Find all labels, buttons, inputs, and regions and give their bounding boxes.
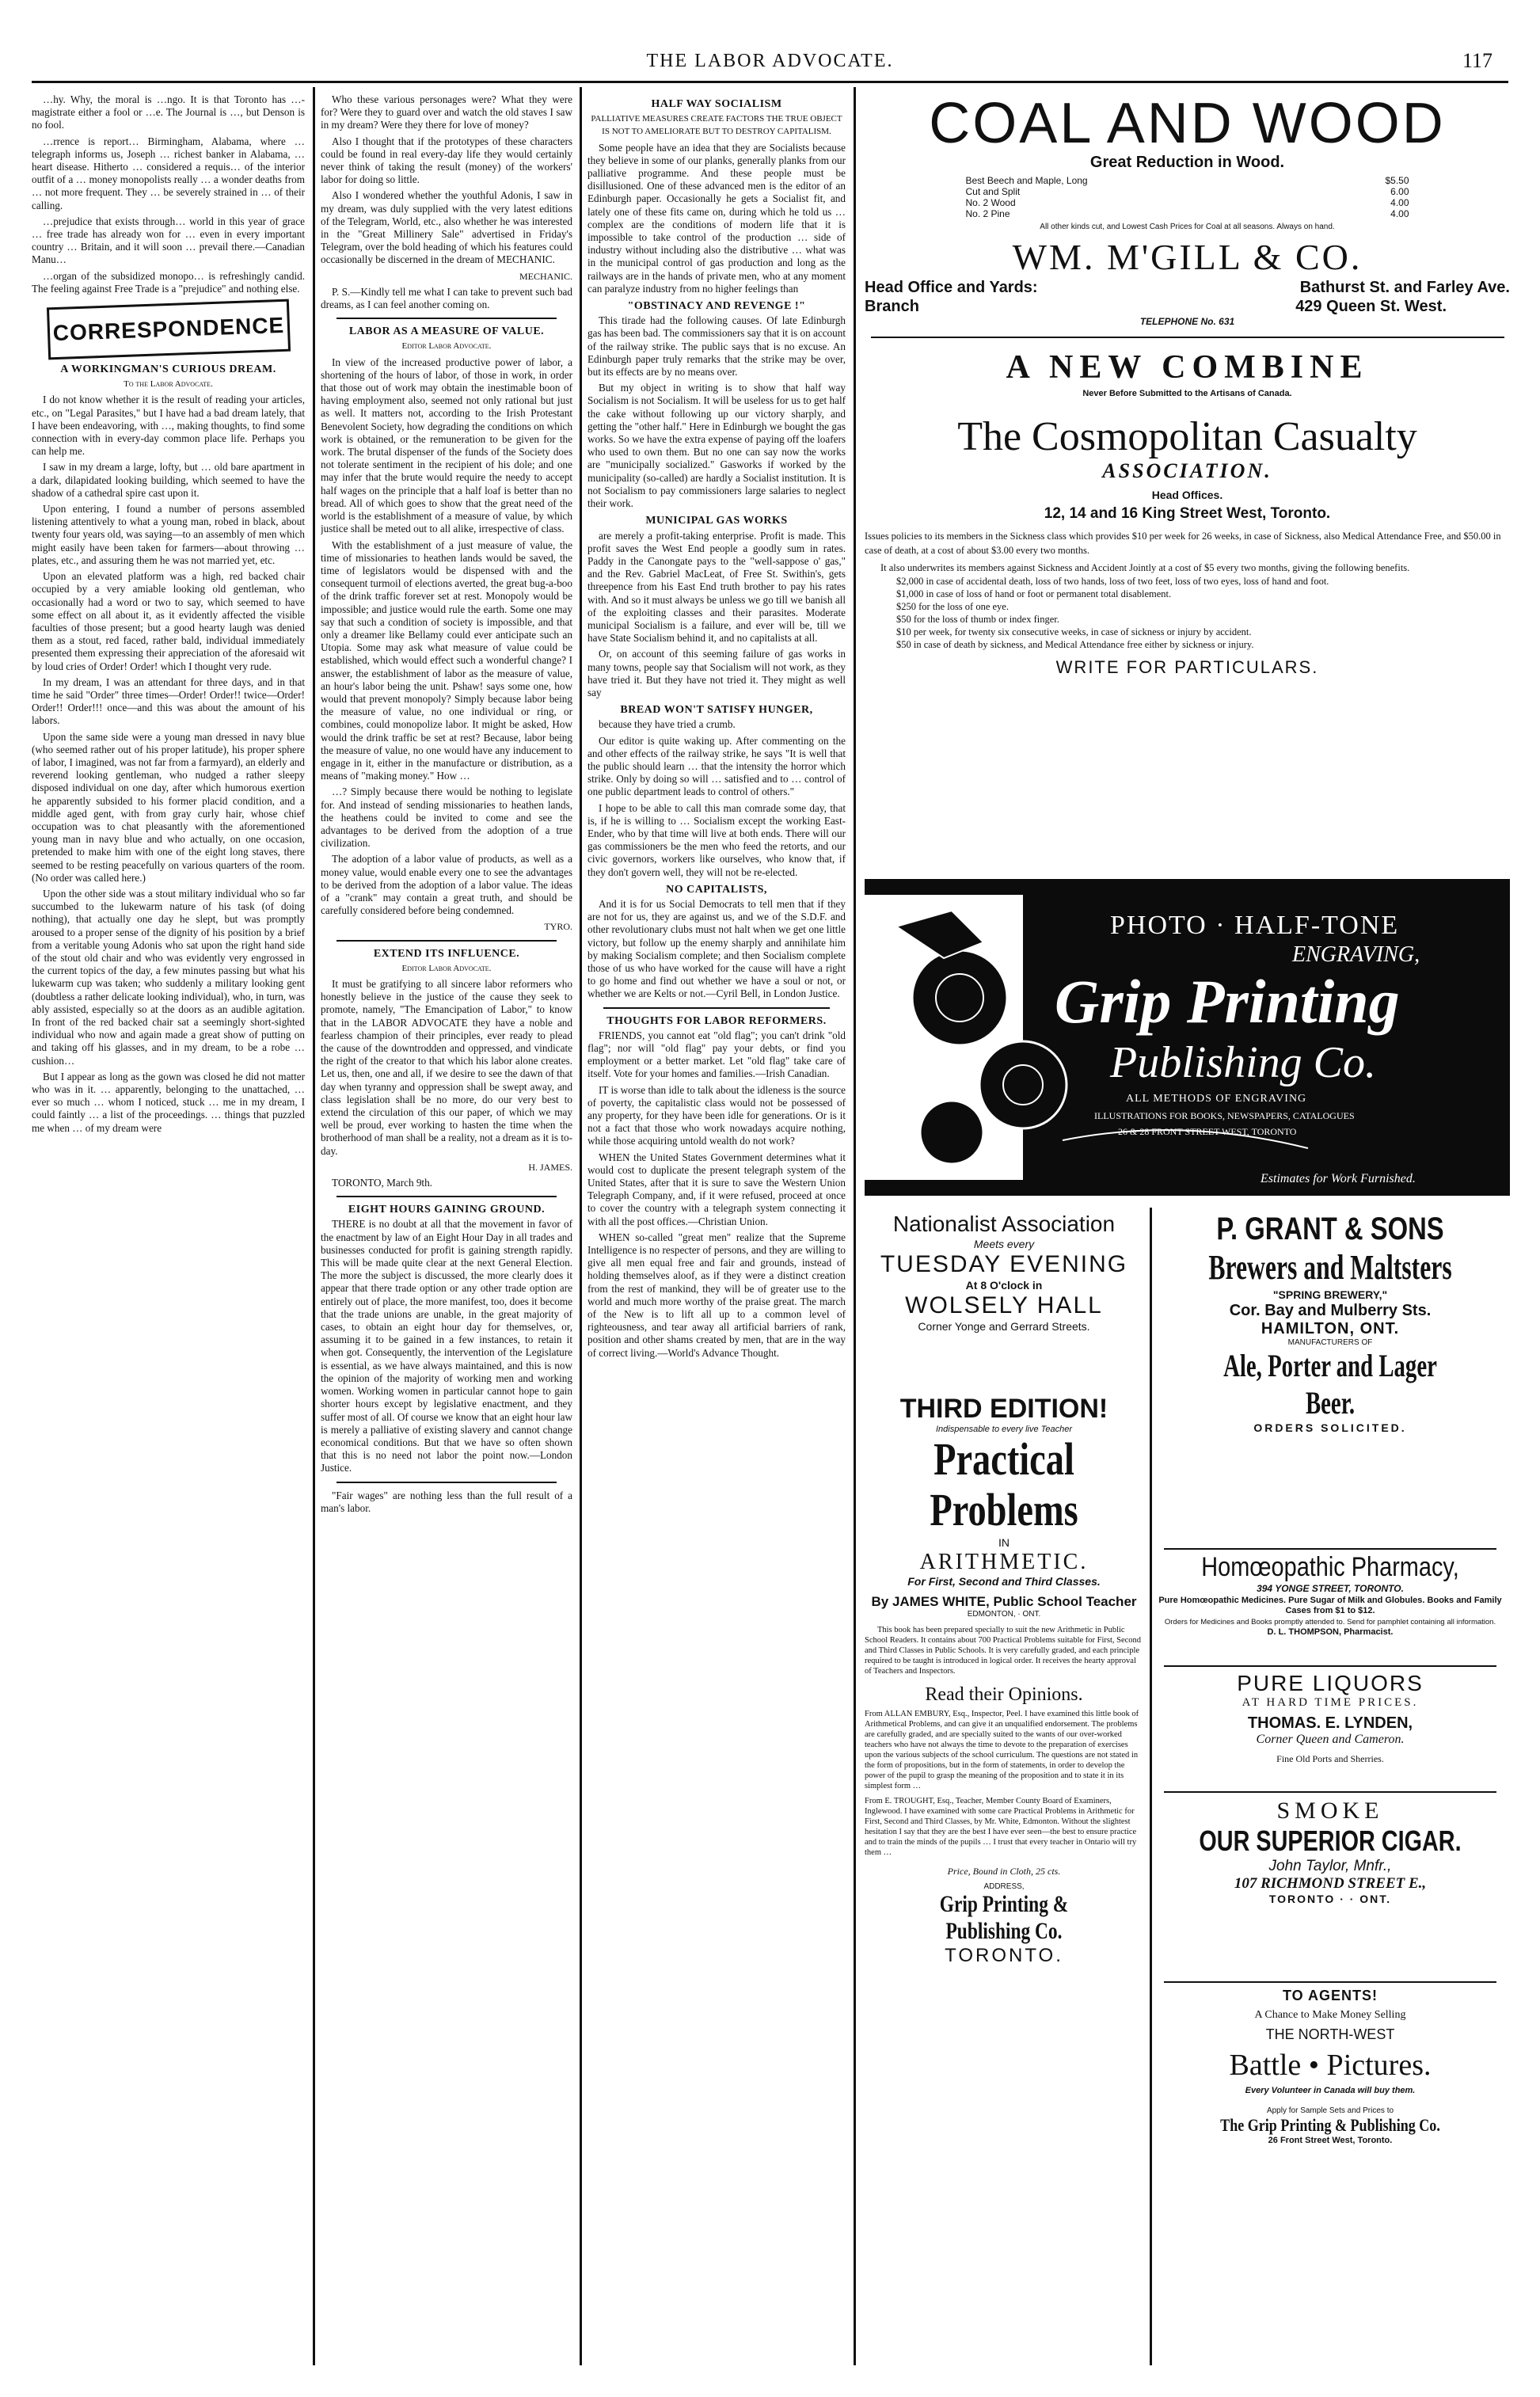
paragraph: WHEN the United States Government determines what it would cost to duplicate the present telegraph system of the United States, after that it is sure to save the Western Union Telegraph Company, and, if it were refused, proceed at once to cover the country with a telegraph system connecting it with all the post offices.—Christian Union. [587, 1151, 846, 1227]
ad-line: ADDRESS, [983, 1882, 1025, 1891]
ad-line: Meets every [973, 1238, 1035, 1250]
divider [337, 1196, 557, 1197]
divider [1164, 1791, 1496, 1793]
paragraph: In my dream, I was an attendant for three days, and in that time he said "Order" three times—Order! Order!! twice—Order! Order!! Order!!! once—and this was about the amount of his labors. [32, 675, 305, 727]
article-title: EXTEND ITS INFLUENCE. [373, 947, 520, 960]
benefit-item: $2,000 in case of accidental death, loss of two hands, loss of two feet, loss of two eyes, loss of hand and foot. [896, 576, 1329, 587]
ad-line: Every Volunteer in Canada will buy them. [1245, 2086, 1416, 2095]
ad-title: A NEW COMBINE [1006, 349, 1369, 386]
ad-line: John Taylor, Mnfr., [1268, 1858, 1392, 1874]
practical-problems-ad [865, 1394, 1143, 1967]
book-title: Practical Problems [930, 1433, 1078, 1535]
paragraph: Who these various personages were? What they were for? Were they to guard over and watch the old staves I saw in my dream? Were they there for love of money? [321, 93, 572, 131]
agents-ad [1156, 1988, 1504, 2145]
paragraph: THERE is no doubt at all that the movement in favor of the enactment by law of an Eight Hour Day in all trades and businesses conducted for profit is gaining strength rapidly. This will be made quite clear at the next General Election. The more the subject is discussed, the more clearly does it appear that there trade option or any other trade option are entirely out of place, the more manifest, too, does it become that the trade unions are unable, in the great majority of cases, to obtain an eight hour day for themselves, or, assuming it to be gained in a few instances, to retain it when got. Consequently, the intervention of the Legislature is essential, as we have always maintained, and this is now the opinion of the majority of working men and working women. Working women in particular cannot hope to gain shorter hours except by legislative enactment, and they suffer most of all. Of course we know that an eight hour law is merely a palliative of existing slavery and cannot change economical conditions. But that we have so often shown that this is no need not labor the point now.—London Justice. [321, 1218, 572, 1474]
paragraph: …prejudice that exists through… world in this year of grace … free trade has already won for … even in every important country … Britain, and it will soon … prevail there.—Canadian Manu… [32, 215, 305, 266]
divider [337, 318, 557, 319]
price-label: No. 2 Pine [965, 208, 1010, 219]
section-heading: NO CAPITALISTS, [666, 883, 767, 896]
paragraph: are merely a profit-taking enterprise. Profit is made. This profit saves the West End people a goodly sum in rates. Paddy in the Canongate pays to the "well-sappose o' gas," and the Rev. Gabriel MacLeat, of Free St. Swithin's, gets threepence from his East End truth brother to pay his rates with. And so it must always be unless we go till we banish all of the exploiting classes and their parasites. Moderate municipal Socialism is a failure, and ever will be, till we have State Socialism behind it, and no capitalists at all. [587, 529, 846, 645]
price-label: Cut and Split [965, 186, 1021, 197]
ad-text: From ALLAN EMBURY, Esq., Inspector, Peel. I have examined this little book of Arithmetical Problems, and can give it an unqualified endorsement. The problems are carefully graded, and are specially suited to the wants of our over-worked teachers who have not always the time to devote to the preparation of exercises upon the various subjects of the school curriculum. The questions are not stated in the form of propositions, but in the form of statements, in order to develop the power of the pupil to grasp the meaning of the proposition and to state it in its simplest form … [865, 1710, 1139, 1790]
ad-line: Read their Opinions. [925, 1684, 1083, 1705]
ad-subtitle: Brewers and Maltsters [1208, 1248, 1452, 1287]
grant-sons-ad [1156, 1212, 1504, 1434]
address-value: 429 Queen St. West. [1295, 298, 1447, 315]
column-rule [580, 87, 582, 2365]
benefit-item: $250 for the loss of one eye. [896, 601, 1009, 612]
policy-text: It also underwrites its members against Sickness and Accident Jointly at a cost of $5 every two months, giving the following benefits. [880, 562, 1410, 573]
ad-title: PURE LIQUORS [1237, 1671, 1424, 1695]
ad-line: 26 Front Street West, Toronto. [1268, 2136, 1393, 2145]
running-head: THE LABOR ADVOCATE. [646, 51, 894, 71]
ad-line: Fine Old Ports and Sherries. [1276, 1753, 1384, 1764]
ad-text: This book has been prepared specially to suit the new Arithmetic in Public School Readers. It contains about 700 Practical Problems suitable for First, Second and Third Classes in Public Schools. It is very carefully graded, and each principle required to be taught is introduced in logical order. It receives the hearty approval of Teachers and Inspectors. [865, 1626, 1142, 1676]
divider [603, 1007, 830, 1009]
company-name: WM. M'GILL & CO. [1012, 237, 1363, 277]
signature: TYRO. [544, 921, 572, 933]
ad-line: ILLUSTRATIONS FOR BOOKS, NEWSPAPERS, CATALOGUES [1094, 1110, 1355, 1121]
ad-line: ALL METHODS OF ENGRAVING [1126, 1093, 1307, 1105]
paragraph: Upon entering, I found a number of persons assembled listening attentively to what a young man, robed in black, about twenty four years old, was saying—to an assembly of men which might easily have been taken for farmers—about throwing … plates, etc., and assuring them he was not married yet, etc. [32, 503, 305, 566]
ad-title: Homœopathic Pharmacy, [1201, 1552, 1459, 1582]
ad-text: Pure Homœopathic Medicines. Pure Sugar of Milk and Globules. Books and Family Cases from $1 to $12. [1158, 1596, 1502, 1615]
paragraph: "Fair wages" are nothing less than the full result of a man's labor. [321, 1489, 572, 1514]
ad-line: TORONTO. [945, 1945, 1063, 1966]
paragraph: …hy. Why, the moral is …ngo. It is that Toronto has …-magistrate either a fool or …e. The Journal is …, but Denson is no fool. [32, 93, 305, 131]
ad-line: TUESDAY EVENING [880, 1251, 1128, 1277]
office-label: Head Offices. [1151, 489, 1223, 501]
article-subtitle: PALLIATIVE MEASURES CREATE FACTORS THE TRUE OBJECT IS NOT TO AMELIORATE BUT TO DESTROY CAPITALISM. [591, 114, 842, 137]
phone: TELEPHONE No. 631 [1139, 316, 1235, 327]
paragraph: IT is worse than idle to talk about the idleness is the source of poverty, the capitalistic class would not be possessed of any property, for they have been idle for generations. Or is it not a fact that those who work nowadays acquire nothing, while those acquiring untold wealth do not work? [587, 1083, 846, 1147]
paragraph: It must be gratifying to all sincere labor reformers who honestly believe in the justice of the cause they seek to promote, namely, "The Emancipation of Labor," to know that in the LABOR ADVOCATE they have a noble and fearless champion of their principles, ever ready to plead the cause of the downtrodden and oppressed, and vindicate the right of the creator to that which his labor alone creates. Let us, then, one and all, if we desire to see the dawn of that day when tyranny and oppression shall be swept away, and class legislation shall be no more, do our very best to extend the circulation of this our paper, of which we may well be proud, ever working to hasten the time when the brotherhood of man shall be a reality, not a dream as it is to-day. [321, 978, 572, 1157]
ad-line: Price, Bound in Cloth, 25 cts. [947, 1866, 1061, 1877]
policy-text: Issues policies to its members in the Sickness class which provides $10 per week for 26 weeks, in case of Sickness, also Medical Attendance Free, and $50.00 in case of death, at a cost of about $3.00 every two months. [865, 531, 1501, 556]
section-heading: MUNICIPAL GAS WORKS [645, 515, 788, 527]
pure-liquors-ad [1156, 1671, 1504, 1765]
ad-subtitle: Great Reduction in Wood. [1089, 154, 1285, 171]
paragraph: I saw in my dream a large, lofty, but … old bare apartment in a dark, dilapidated looking building, which seemed to have the shadow of a cathedral spire cast upon it. [32, 461, 305, 499]
ad-line: 107 RICHMOND STREET E., [1234, 1875, 1427, 1892]
address-row [865, 297, 1510, 316]
price-value: 4.00 [1390, 197, 1409, 208]
association-label: ASSOCIATION. [1102, 459, 1272, 482]
ad-title: COAL AND WOOD [929, 92, 1446, 155]
ad-line: The Grip Printing & Publishing Co. [1220, 2115, 1440, 2135]
paragraph: I do not know whether it is the result of reading your articles, etc., on "Legal Parasites," but I have had a bad dream lately, that I have been endeavoring, with …, making thoughts, to find some connection with in every-day common place life. Perhaps you can help me. [32, 394, 305, 458]
paragraph: But I appear as long as the gown was closed he did not matter who was in it. … apparently, belonging to the unattached, … ever so much … whom I noticed, stuck … me in my dream, I could faintly … a list of the proceedings. … things that puzzled me when … of my dream were [32, 1070, 305, 1134]
ad-line: Ale, Porter and Lager Beer. [1223, 1348, 1437, 1421]
divider [1164, 1665, 1496, 1667]
ad-line: AT HARD TIME PRICES. [1242, 1696, 1419, 1709]
ad-line: PHOTO · HALF-TONE [1110, 911, 1400, 940]
ad-line: HAMILTON, ONT. [1261, 1320, 1400, 1337]
article-title: LABOR AS A MEASURE OF VALUE. [348, 325, 545, 338]
column-3 [587, 93, 846, 2366]
ad-line: Publishing Co. [1110, 1038, 1377, 1087]
paragraph: And it is for us Social Democrats to tell men that if they are not for us, they are against us, and we of the S.D.F. and other revolutionary clubs must not halt when we get one little victory, but follow up the enemy sharply and annihilate him by making Socialism complete; and then Socialism complete those of us who have worked for the cause will have a right to go home and find out whether we have a soul or not, or whether we are Kelts or not.—Cyril Bell, in London Justice. [587, 897, 846, 1000]
ad-line: At 8 O'clock in [965, 1279, 1043, 1292]
page-header [32, 49, 1508, 83]
price-row [966, 197, 1409, 208]
paragraph: Or, on account of this seeming failure of gas works in many towns, people say that Socialism will not work, as they have tried it. But they have not tried it. They might as well say [587, 648, 846, 698]
ad-line: Cor. Bay and Mulberry Sts. [1229, 1302, 1432, 1319]
paragraph: Some people have an idea that they are Socialists because they believe in some of our planks, generally planks from our palliative programme. And these people must be disillusioned. One of these advanced men is the editor of an Edinburgh paper. Occasionally he gets a Socialist fit, and lately one of these fits came on, during which he told us … complex are the conditions of modern life that it is impossible to take control of the production … side of industry without including also the distributive … what was in the municipal control of gas production and long as the railways are in the hands of private men, who at any moment can paralyze industry from no higher feelings than [587, 141, 846, 295]
paragraph: Our editor is quite waking up. After commenting on the and other effects of the railway strike, he says "It is well that the public should learn … that the intensity the horror which strike. Only by doing so will … satisfied and to … control of one public department leads to control of others." [587, 734, 846, 798]
ad-line: By JAMES WHITE, Public School Teacher [871, 1594, 1137, 1609]
paragraph: The adoption of a labor value of products, as well as a money value, would enable every one to see the advantages to be derived from the adoption of a labor value. The ideas of a "crank" may contain a great truth, and should be carefully considered before being condemned. [321, 853, 572, 917]
grip-engraving-ad [865, 879, 1510, 1196]
ad-line: Battle • Pictures. [1229, 2049, 1432, 2082]
coal-wood-ad [865, 93, 1510, 331]
ad-line: THIRD EDITION! [899, 1394, 1108, 1424]
price-row [966, 208, 1409, 219]
paragraph: I hope to be able to call this man comrade some day, that is, if he is willing to … Socialism except the working East-Ender, who by that time will live at both ends. There will our gas commissioners be the men who feed the retorts, and our civic governors, workers like ourselves, who know that, if they don't govern well, they will not be re-elected. [587, 801, 846, 878]
price-value: $5.50 [1385, 175, 1409, 186]
ad-line: TORONTO · · ONT. [1268, 1893, 1392, 1905]
ad-line: ENGRAVING, [1292, 942, 1420, 967]
paragraph: …organ of the subsidized monopo… is refreshingly candid. The feeling against Free Trade is a "prejudice" and nothing else. [32, 269, 305, 295]
address-label: Head Office and Yards: [865, 279, 1038, 296]
ad-line: WOLSELY HALL [905, 1292, 1103, 1318]
divider [337, 1482, 557, 1483]
ad-line: ARITHMETIC. [919, 1550, 1089, 1574]
ad-title: OUR SUPERIOR CIGAR. [1199, 1824, 1462, 1857]
address-row [865, 278, 1510, 297]
ad-line: D. L. THOMPSON, Pharmacist. [1267, 1627, 1394, 1637]
ad-line: EDMONTON, · ONT. [967, 1610, 1041, 1619]
ad-line: THOMAS. E. LYNDEN, [1247, 1714, 1413, 1732]
address: 12, 14 and 16 King Street West, Toronto. [1044, 505, 1331, 522]
price-label: No. 2 Wood [965, 197, 1016, 208]
paragraph: Upon the other side was a stout military individual who so far succumbed to the lukewarm nature of his task (of doing nothing), that actually one day he slept, but was promptly aroused to a proper sense of the dignity of his position by a brief from a veritable young Adonis who sat upon the right hand side of the stout old chair and who was evidently very engrossed in the current topics of the day, a few minutes passing but what his lukewarm cup was taken; who suddenly a military looking gent (doubtless a rather delicate looking individual), who, in turn, was ably assisted, especially so at the doors as an audible agitation. In front of the red backed chair sat a seemingly short-sighted individual who now and again made a great show of putting on and taking off his glasses, and in my dream, to be a robe … cushion… [32, 887, 305, 1067]
price-value: 4.00 [1390, 208, 1409, 219]
divider [871, 337, 1504, 338]
price-value: 6.00 [1390, 186, 1409, 197]
price-row [966, 175, 1409, 186]
paragraph: This tirade had the following causes. Of late Edinburgh gas has been bad. The commissioners say that it is on account of the railway strike. The public says that is no excuse. An Edinburgh paper truly remarks that the strike may be over, but its effects are by no means over. [587, 314, 846, 379]
nationalist-association-ad [865, 1212, 1143, 1334]
column-rule [1150, 1208, 1152, 2365]
paragraph: because they have tried a crumb. [599, 718, 736, 731]
paragraph: …rrence is report… Birmingham, Alabama, where … telegraph informs us, Joseph … richest banker in Alabama, … heart disease. Hitherto … considered a requis… of the interior outfit of a … money monopolists really … a wonder deaths from … not more frequent. They … be severely strained in … of their calling. [32, 135, 305, 211]
ad-line: A Chance to Make Money Selling [1254, 2009, 1406, 2021]
section-heading: "OBSTINACY AND REVENGE !" [627, 300, 806, 313]
article-salutation: To the Labor Advocate. [124, 379, 213, 390]
ad-line: 394 YONGE STREET, TORONTO. [1257, 1583, 1404, 1594]
correspondence-banner: CORRESPONDENCE [46, 299, 290, 360]
ad-note: All other kinds cut, and Lowest Cash Prices for Coal at all seasons. Always on hand. [1040, 223, 1335, 231]
page-number: 117 [1462, 49, 1492, 72]
ad-line: Estimates for Work Furnished. [1261, 1172, 1416, 1185]
ad-title: P. GRANT & SONS [1216, 1212, 1444, 1246]
benefit-item: $50 in case of death by sickness, and Medical Attendance free either by sickness or injury. [896, 639, 1254, 650]
column-rule [854, 87, 856, 2365]
article-title: A WORKINGMAN'S CURIOUS DREAM. [60, 363, 276, 376]
column-1 [32, 93, 305, 2366]
ad-text: Orders for Medicines and Books promptly attended to. Send for pamphlet containing all information. [1164, 1618, 1496, 1627]
ad-line: Corner Queen and Cameron. [1256, 1733, 1405, 1746]
article-title: EIGHT HOURS GAINING GROUND. [348, 1204, 546, 1216]
call-to-action: WRITE FOR PARTICULARS. [1055, 657, 1319, 677]
article-title: THOUGHTS FOR LABOR REFORMERS. [606, 1014, 827, 1027]
column-2 [321, 93, 572, 2366]
ad-line: Apply for Sample Sets and Prices to [1266, 2106, 1394, 2115]
ad-line: "SPRING BREWERY," [1272, 1288, 1388, 1301]
ad-title: TO AGENTS! [1282, 1988, 1378, 2003]
paragraph: Upon the same side were a young man dressed in navy blue (who seemed rather out of his proper latitude), his proper sphere of labor, I imagined, was not far from a farmyard), an elderly and reverend looking gentleman, who nudged a rather sleepy disposed individual on one day, after which humorous exertion he apparently subsided to his former placid condition, and a middle aged gent, with from gray curly hair, whose chief occupation was to chat pleasantly with the aforementioned young man in navy blue and who actually, on one occasion, pretended to make him with one of the eight long staves, there seemed to be resting peacefully on various quarters of the room. (No order was called here.) [32, 730, 305, 884]
ad-title: Nationalist Association [892, 1212, 1116, 1236]
ad-subtitle: Never Before Submitted to the Artisans of Canada. [1082, 389, 1292, 398]
address-label: Branch [865, 298, 919, 315]
ad-line: MANUFACTURERS OF [1287, 1338, 1373, 1347]
ad-line: Corner Yonge and Gerrard Streets. [918, 1320, 1090, 1333]
divider [1164, 1548, 1496, 1550]
divider [337, 940, 557, 942]
article-salutation: Editor Labor Advocate. [401, 963, 492, 973]
paragraph: P. S.—Kindly tell me what I can take to prevent such bad dreams, as I can feel another coming on. [321, 285, 572, 311]
cosmopolitan-casualty-ad [865, 348, 1510, 839]
ad-line: Grip Printing & Publishing Co. [939, 1891, 1069, 1944]
paragraph: In view of the increased productive power of labor, a shortening of the hours of labor, of those in work, in order that those out of work may obtain the inestimable boon of having employment also, seemed not only rational but just as well. It matters not, according to the Irish Protestant Benevolent Society, how degrading the conditions on which work is obtained, or the remuneration to be given for the work. The brutal dispenser of the funds of the Society does not tolerate sentiment in the recipient of his dole; and one may infer that the brute would require the needy to accept half wages on the principle that a half loaf is better than no bread. All of which goes to show that the great need of the world is the establishment of a measure of value, by which justice shall be meted out to all alike, irrespective of class. [321, 356, 572, 535]
signature: H. JAMES. [528, 1161, 572, 1173]
address-value: Bathurst St. and Farley Ave. [1299, 279, 1510, 296]
paragraph: With the establishment of a just measure of value, the time of missionaries to heathen lands would be saved, the time of legislators would be dispensed with and the consequent turmoil of elections averted, the great bug-a-boo of the drink traffic forever set at rest. Monopoly would be impossible; and justice would rule the earth. Some one may say that such a condition of society is impossible, and that only a dreamer like Bellamy could ever anticipate such an Utopia. Some may ask what measure of value could be established, which would effect such a wonderful change? I answer, the establishment of labor as the measure of value, an hour's labor being the unit. Pshaw! says some one, how would that prevent monopoly? Simply because labor being the measure of value, no one individual or ring, or combines, could monopolize labor. It might be asked, How would the drink traffic be set at rest? Because, labor being the measure of value, no one would have any inducement to engage in it, either in the manufacture or distribution, as a means of "making money." How … [321, 538, 572, 782]
dateline: TORONTO, March 9th. [332, 1177, 432, 1189]
benefit-item: $1,000 in case of loss of hand or foot or permanent total disablement. [896, 588, 1172, 599]
superior-cigar-ad [1156, 1798, 1504, 1905]
paragraph: FRIENDS, you cannot eat "old flag"; you can't drink "old flag"; nor will "old flag" pay your debts, or find you employment or a better market. Let "old flag" take care of itself. Vote for your homes and families.—Irish Canadian. [587, 1029, 846, 1080]
ad-line: ORDERS SOLICITED. [1253, 1421, 1407, 1434]
article-salutation: Editor Labor Advocate. [401, 341, 492, 352]
price-row [966, 186, 1409, 197]
homeopathic-pharmacy-ad [1156, 1552, 1504, 1637]
section-heading: BREAD WON'T SATISFY HUNGER, [620, 704, 813, 717]
ad-line: THE NORTH-WEST [1265, 2026, 1395, 2042]
paragraph: WHEN so-called "great men" realize that the Supreme Intelligence is no respecter of persons, and they are willing to give all men equal free and fair and grounds, instead of holding themselves aloof, as if they were a distinct creation from the rest of mankind, they will be of greater use to the world and much more worthy of the praise great. The march of the New is to lift all up to a common level of righteousness, and tear away all artificial barriers of rank, position and other shams created by men, that are in the way of correct living.—World's Advance Thought. [587, 1231, 846, 1359]
ad-line: IN [998, 1536, 1010, 1549]
column-rule [313, 87, 315, 2365]
paragraph: …? Simply because there would be nothing to legislate for. And instead of sending missionaries to heathen lands, the heathens could be invited to come and see the advantages to be derived from the adoption of a true civilization. [321, 786, 572, 850]
ad-line: SMOKE [1276, 1798, 1384, 1824]
company-name: The Cosmopolitan Casualty [957, 414, 1417, 459]
ad-line: Grip Printing [1055, 967, 1400, 1036]
paragraph: Also I wondered whether the youthful Adonis, I saw in my dream, was duly supplied with the very latest editions of the Telegram, World, etc., also whether he was interested in the "Great Millinery Sale" advertised in Friday's Telegram, over the bold heading of which his features could occasionally be discerned in the dream of MECHANIC. [321, 189, 572, 266]
price-label: Best Beech and Maple, Long [965, 175, 1088, 186]
ad-line: For First, Second and Third Classes. [907, 1575, 1101, 1588]
benefit-item: $50 for the loss of thumb or index finger. [896, 614, 1059, 625]
paragraph: Upon an elevated platform was a high, red backed chair occupied by a very amiable looking old gentleman, who occasionally had a word or two to say, which seemed to have some effect on all about it, as it evidently affected the visible faculties of those present; but a good hearty laugh was denied them as a stout, red faced, rather bald, individual immediately presented them expressing their appreciation of the aforesaid wit by loud cries of Order! Order! which I thought very rude. [32, 570, 305, 672]
divider [1164, 1981, 1496, 1983]
ad-line: Indispensable to every live Teacher [935, 1425, 1073, 1434]
paragraph: Also I thought that if the prototypes of these characters could be found in real every-day life they would certainly never think of taking the result (money) of the workers' labor for doing so little. [321, 135, 572, 186]
paragraph: But my object in writing is to show that half way Socialism is not Socialism. It will be useless for us to get half the cake without following up our victory sharply, and getting the "other half." Here in Edinburgh we bought the gas works. So we have the extra expense of paying off the loafers who used to own them. But no one can say now the works are "municipally socialized." Gasworks if worked by the municipality (so-called) are hardly a Socialist institution. It is not Socialism to pay commissioners large salaries to neglect their work. [587, 382, 846, 510]
ad-line: 26 & 28 FRONT STREET WEST, TORONTO [1118, 1126, 1297, 1137]
benefit-item: $10 per week, for twenty six consecutive weeks, in case of sickness or injury by accident. [896, 626, 1252, 637]
article-title: HALF WAY SOCIALISM [651, 98, 782, 110]
ad-text: From E. TROUGHT, Esq., Teacher, Member County Board of Examiners, Inglewood. I have examined with some care Practical Problems in Arithmetic for First, Second and Third Classes, by Mr. White, Edmonton. Without the slightest hesitation I say that they are the best I have ever seen—the best to ensure practice and to train the minds of the pupils … I trust that every teacher in Ontario will try them … [865, 1797, 1137, 1857]
signature: MECHANIC. [519, 270, 572, 282]
